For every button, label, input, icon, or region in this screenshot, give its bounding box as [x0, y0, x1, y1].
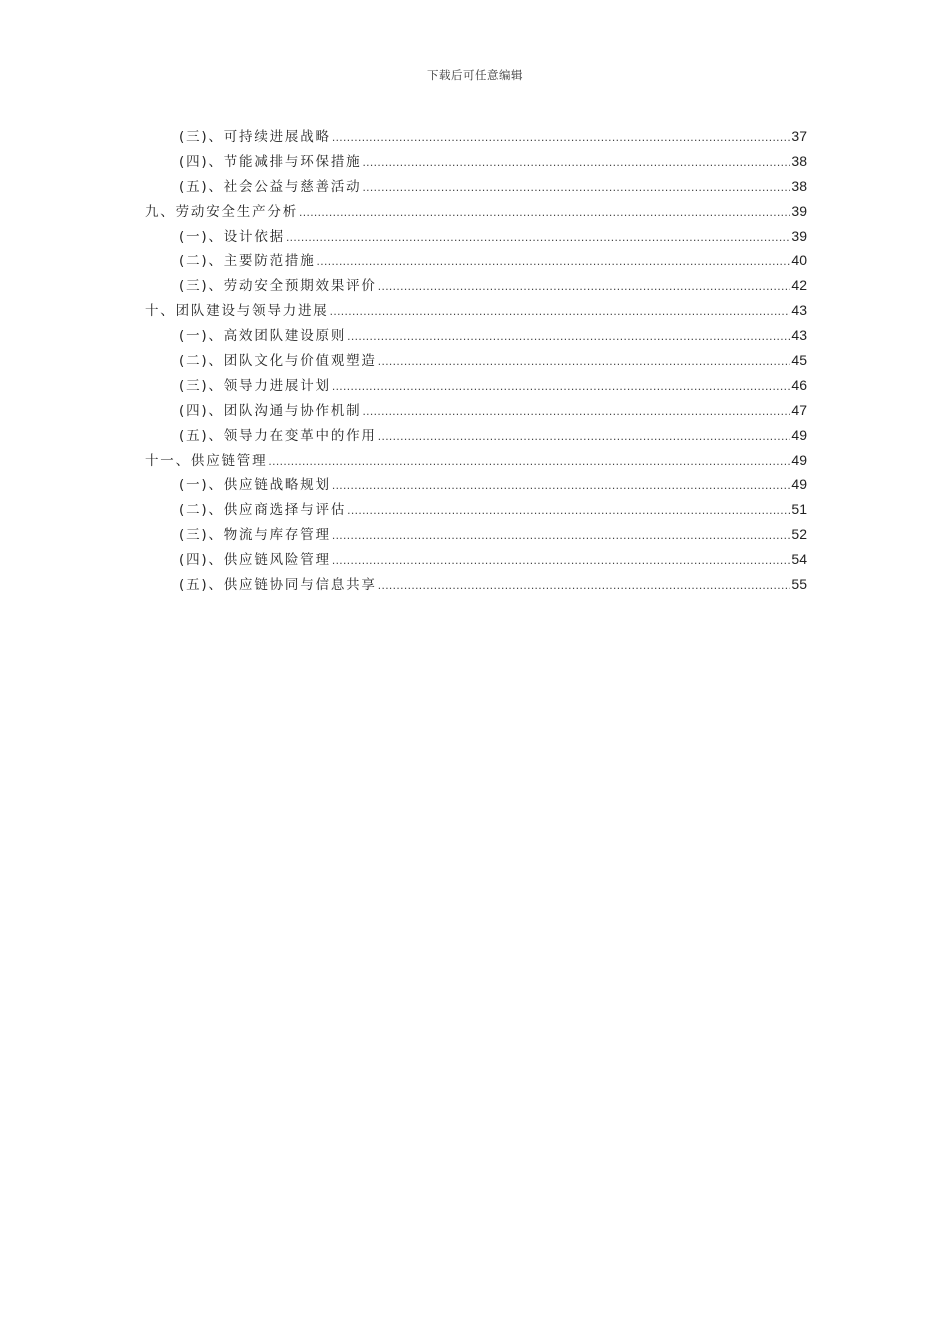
toc-entry[interactable] — [145, 149, 807, 174]
toc-entry-title: 九、劳动安全生产分析 — [145, 203, 298, 220]
toc-entry-title: (五)、社会公益与慈善活动 — [179, 178, 362, 195]
toc-page-number: 51 — [791, 501, 807, 518]
toc-entry[interactable] — [145, 547, 807, 572]
toc-dot-leader — [332, 548, 791, 573]
toc-entry-title: (一)、供应链战略规划 — [179, 477, 331, 494]
toc-page-number: 43 — [791, 327, 807, 344]
toc-entry[interactable] — [145, 472, 807, 497]
toc-dot-leader — [362, 175, 790, 200]
toc-page-number: 54 — [791, 551, 807, 568]
toc-entry[interactable] — [145, 273, 807, 298]
toc-page-number: 40 — [791, 252, 807, 269]
toc-page-number: 38 — [791, 152, 807, 169]
toc-dot-leader — [347, 498, 790, 523]
toc-page-number: 46 — [791, 376, 807, 393]
toc-entry[interactable] — [145, 248, 807, 273]
toc-entry-title: (三)、物流与库存管理 — [179, 527, 331, 544]
toc-entry[interactable] — [145, 174, 807, 199]
toc-dot-leader — [332, 374, 791, 399]
toc-dot-leader — [317, 249, 791, 274]
toc-entry-title: (二)、供应商选择与评估 — [179, 502, 347, 519]
toc-dot-leader — [332, 125, 791, 150]
toc-page-number: 39 — [791, 227, 807, 244]
toc-dot-leader — [268, 449, 790, 474]
toc-page-number: 49 — [791, 426, 807, 443]
toc-entry[interactable] — [145, 423, 807, 448]
toc-entry[interactable] — [145, 323, 807, 348]
toc-page-number: 55 — [791, 576, 807, 593]
toc-entry-title: (二)、团队文化与价值观塑造 — [179, 353, 377, 370]
toc-entry-title: 十、团队建设与领导力进展 — [145, 303, 329, 320]
toc-entry-title: (一)、高效团队建设原则 — [179, 328, 347, 345]
toc-chapter-entry[interactable] — [145, 298, 807, 323]
toc-entry-title: (四)、团队沟通与协作机制 — [179, 402, 362, 419]
toc-dot-leader — [362, 399, 790, 424]
toc-entry-title: (五)、领导力在变革中的作用 — [179, 427, 377, 444]
toc-dot-leader — [347, 324, 790, 349]
toc-page-number: 49 — [791, 451, 807, 468]
toc-entry-title: (五)、供应链协同与信息共享 — [179, 577, 377, 594]
toc-entry[interactable] — [145, 224, 807, 249]
table-of-contents — [145, 124, 807, 597]
page-header: 下载后可任意编辑 — [427, 68, 523, 82]
toc-entry[interactable] — [145, 348, 807, 373]
toc-dot-leader — [299, 200, 790, 225]
toc-dot-leader — [378, 349, 791, 374]
toc-dot-leader — [378, 274, 791, 299]
toc-entry-title: (二)、主要防范措施 — [179, 253, 316, 270]
toc-page-number: 39 — [791, 202, 807, 219]
toc-entry-title: 十一、供应链管理 — [145, 452, 268, 469]
toc-dot-leader — [286, 225, 790, 250]
toc-entry-title: (三)、领导力进展计划 — [179, 377, 331, 394]
toc-entry[interactable] — [145, 398, 807, 423]
toc-entry[interactable] — [145, 497, 807, 522]
toc-entry-title: (一)、设计依据 — [179, 228, 285, 245]
toc-page-number: 49 — [791, 476, 807, 493]
toc-entry[interactable] — [145, 124, 807, 149]
toc-page-number: 52 — [791, 526, 807, 543]
toc-entry-title: (三)、可持续进展战略 — [179, 129, 331, 145]
toc-page-number: 45 — [791, 352, 807, 369]
toc-dot-leader — [378, 424, 791, 449]
toc-dot-leader — [378, 573, 791, 598]
toc-entry[interactable] — [145, 572, 807, 597]
toc-entry[interactable] — [145, 522, 807, 547]
toc-dot-leader — [362, 150, 790, 175]
toc-chapter-entry[interactable] — [145, 448, 807, 473]
toc-chapter-entry[interactable] — [145, 199, 807, 224]
toc-entry-title: (四)、供应链风险管理 — [179, 552, 331, 569]
toc-page-number: 38 — [791, 177, 807, 194]
toc-entry-title: (四)、节能减排与环保措施 — [179, 153, 362, 170]
toc-dot-leader — [332, 523, 791, 548]
toc-dot-leader — [330, 299, 791, 324]
toc-page-number: 47 — [791, 401, 807, 418]
toc-page-number: 43 — [791, 302, 807, 319]
toc-dot-leader — [332, 473, 791, 498]
toc-entry[interactable] — [145, 373, 807, 398]
toc-page-number: 42 — [791, 277, 807, 294]
toc-entry-title: (三)、劳动安全预期效果评价 — [179, 278, 377, 295]
toc-page-number: 37 — [791, 128, 807, 144]
